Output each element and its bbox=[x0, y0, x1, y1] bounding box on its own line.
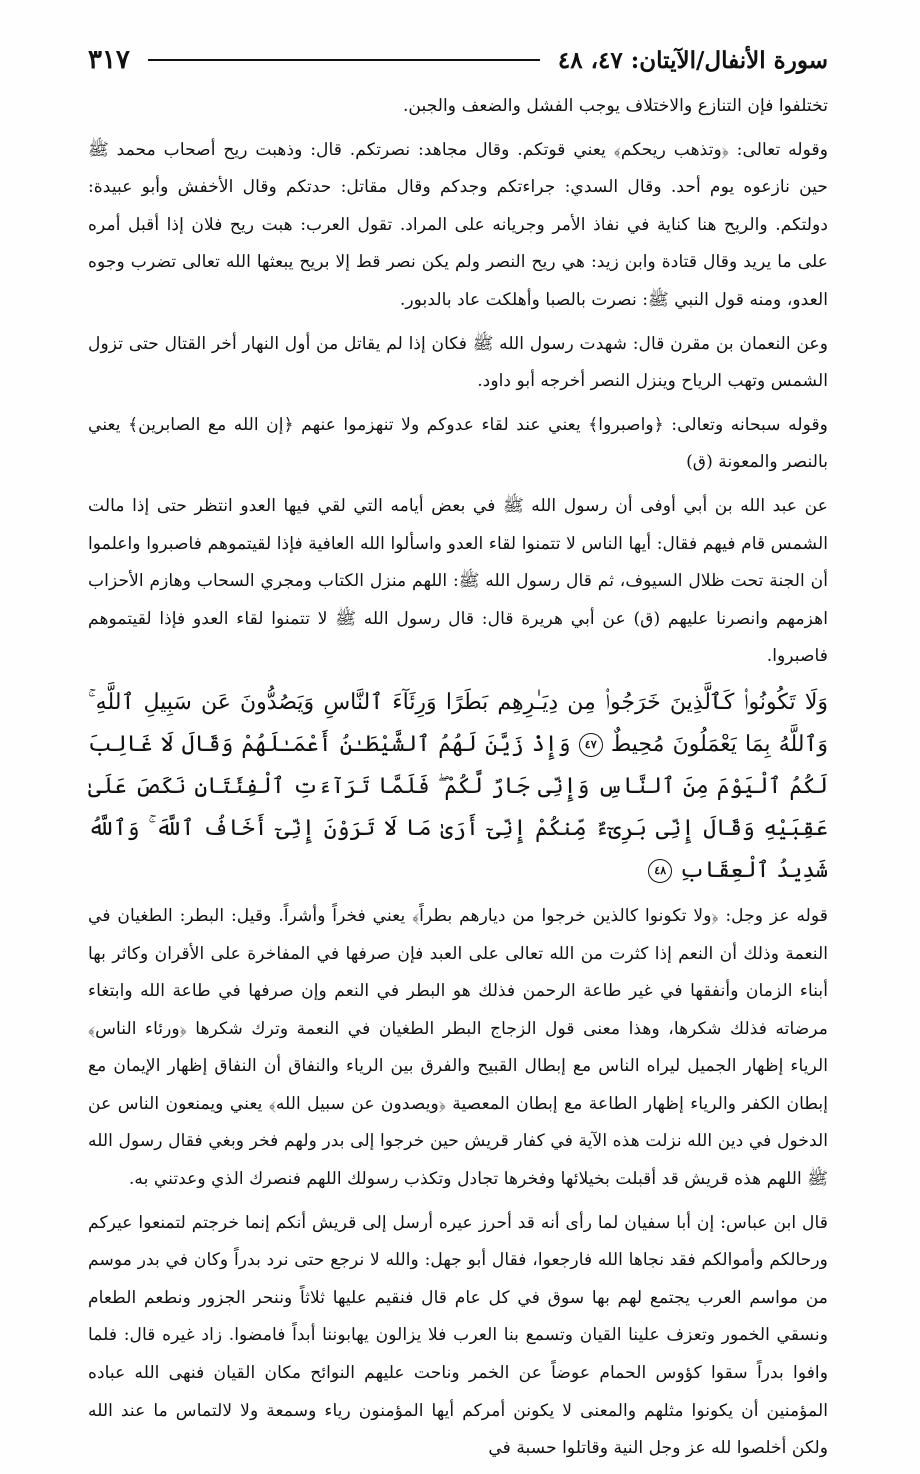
paragraph-5: عن عبد الله بن أبي أوفى أن رسول الله ﷺ في بعض أيامه التي لقي فيها العدو انتظر حتى إذا مالت الشمس قام فيهم فقال: أيها الناس لا تتمنوا لقاء العدو واسألوا الله العافية فإذا لقيتموهم فاصبروا واعلموا أن الجنة تحت ظلال السيوف، ثم قال رسول الله ﷺ: اللهم منزل الكتاب ومجري السحاب وهازم الأحزاب اهزمهم وانصرنا عليهم (ق) عن أبي هريرة قال: قال رسول الله ﷺ لا تتمنوا لقاء العدو فإذا لقيتموهم فاصبروا. bbox=[88, 495, 828, 667]
quran-verse-47: وَلَا تَكُونُوا۟ كَٱلَّذِينَ خَرَجُوا۟ مِن دِيَـٰرِهِم بَطَرًا وَرِئَآءَ ٱلنَّاسِ وَيَصُدُّونَ عَن سَبِيلِ ٱللَّهِ ۚ وَٱللَّهُ بِمَا يَعْمَلُونَ مُحِيطٌ bbox=[88, 689, 828, 757]
paragraph-6: قوله عز وجل: ﴿ولا تكونوا كالذين خرجوا من ديارهم بطراً﴾ يعني فخراً وأشراً. وقيل: البطر: الطغيان في النعمة وذلك أن النعم إذا كثرت من الله تعالى على العبد فإن صرفها في المفاخرة على الأقران وكاثر بها أبناء الزمان وأنفقها في غير طاعة الرحمن فذلك هو البطر في النعم وإن صرفها في طاعة الله وابتغاء مرضاته فذلك شكرها، وهذا معنى قول الزجاج البطر الطغيان في النعمة وترك شكرها ﴿ورئاء الناس﴾ الرياء إظهار الجميل ليراه الناس مع إبطال القبيح والفرق بين الرياء والنفاق أن النفاق إظهار الإيمان مع إبطان الكفر والرياء إظهار الطاعة مع إبطان المعصية ﴿ويصدون عن سبيل الله﴾ يعني ويمنعون الناس عن الدخول في دين الله نزلت هذه الآية في كفار قريش حين خرجوا إلى بدر ولهم فخر وبغي فقال رسول الله ﷺ اللهم هذه قريش قد أقبلت بخيلائها وفخرها تجادل وتكذب رسولك اللهم فنصرك الذي وعدتني به. bbox=[88, 905, 828, 1190]
paragraph-2: وقوله تعالى: ﴿وتذهب ريحكم﴾ يعني قوتكم. وقال مجاهد: نصرتكم. قال: وذهبت ريح أصحاب محمد ﷺ حين نازعوه يوم أحد. وقال السدي: جراءتكم وجدكم وقال مقاتل: حدتكم وقال الأخفش وأبو عبيدة: دولتكم. والريح هنا كناية في نفاذ الأمر وجريانه على المراد. تقول العرب: هبت ريح فلان إذا أقبل أمره على ما يريد وقال قتادة وابن زيد: هي ريح النصر ولم يكن نصر قط إلا بريح يبعثها الله تعالى تضرب وجوه العدو، ومنه قول النبي ﷺ: نصرت بالصبا وأهلكت عاد بالدبور. bbox=[88, 139, 828, 310]
paragraph-1: تختلفوا فإن التنازع والاختلاف يوجب الفشل والضعف والجبن. bbox=[402, 96, 828, 116]
page-body bbox=[88, 88, 828, 1474]
paragraph-4: وقوله سبحانه وتعالى: ﴿واصبروا﴾ يعني عند لقاء عدوكم ولا تنهزموا عنهم ﴿إن الله مع الصابرين﴾ يعني بالنصر والمعونة (ق) bbox=[88, 414, 828, 473]
ayah-marker-47: ٤٧ bbox=[579, 733, 603, 757]
running-header bbox=[88, 40, 828, 80]
header-title: سورة الأنفال/الآيتان: ٤٧، ٤٨ bbox=[557, 46, 828, 74]
paragraph-7: قال ابن عباس: إن أبا سفيان لما رأى أنه قد أحرز عيره أرسل إلى قريش أنكم إنما خرجتم لتمنعوا عيركم ورحالكم وأموالكم فقد نجاها الله فارجعوا، فقال أبو جهل: والله لا نرجع حتى نرد بدراً وكان في بدر موسم من مواسم العرب يجتمع لهم بها سوق في كل عام قال فنقيم عليها ثلاثاً وننحر الجزور ونطعم الطعام ونسقي الخمور وتعزف علينا القيان وتسمع بنا العرب فلا يزالون يهابوننا أبداً فامضوا. زاد غيره قال: فلما وافوا بدراً سقوا كؤوس الحمام عوضاً عن الخمر وناحت عليهم النوائح مكان القيان فنهى الله عباده المؤمنين أن يكونوا مثلهم والمعنى لا يكونن أمركم أيها المؤمنون رياء وسمعة ولا لالتماس ما عند الله ولكن أخلصوا لله عز وجل النية وقاتلوا حسبة في bbox=[88, 1212, 828, 1459]
page-number: ٣١٧ bbox=[88, 45, 130, 75]
paragraph-3: وعن النعمان بن مقرن قال: شهدت رسول الله ﷺ فكان إذا لم يقاتل من أول النهار أخر القتال حتى تزول الشمس وتهب الرياح وينزل النصر أخرجه أبو داود. bbox=[88, 333, 828, 392]
quran-verses bbox=[88, 682, 828, 892]
quran-verse-48: وَإِذْ زَيَّنَ لَهُمُ ٱلشَّيْطَـٰنُ أَعْمَـٰلَهُمْ وَقَالَ لَا غَالِبَ لَكُمُ ٱلْيَوْمَ مِنَ ٱلنَّاسِ وَإِنِّى جَارٌ لَّكُمْ ۖ فَلَمَّا تَرَآءَتِ ٱلْفِئَتَانِ نَكَصَ عَلَىٰ عَقِبَيْهِ وَقَالَ إِنِّى بَرِىٓءٌ مِّنكُمْ إِنِّىٓ أَرَىٰ مَا لَا تَرَوْنَ إِنِّىٓ أَخَافُ ٱللَّهَ ۚ وَٱللَّهُ شَدِيدُ ٱلْعِقَابِ bbox=[88, 731, 828, 883]
ayah-marker-48: ٤٨ bbox=[648, 859, 672, 883]
header-rule bbox=[148, 59, 540, 61]
